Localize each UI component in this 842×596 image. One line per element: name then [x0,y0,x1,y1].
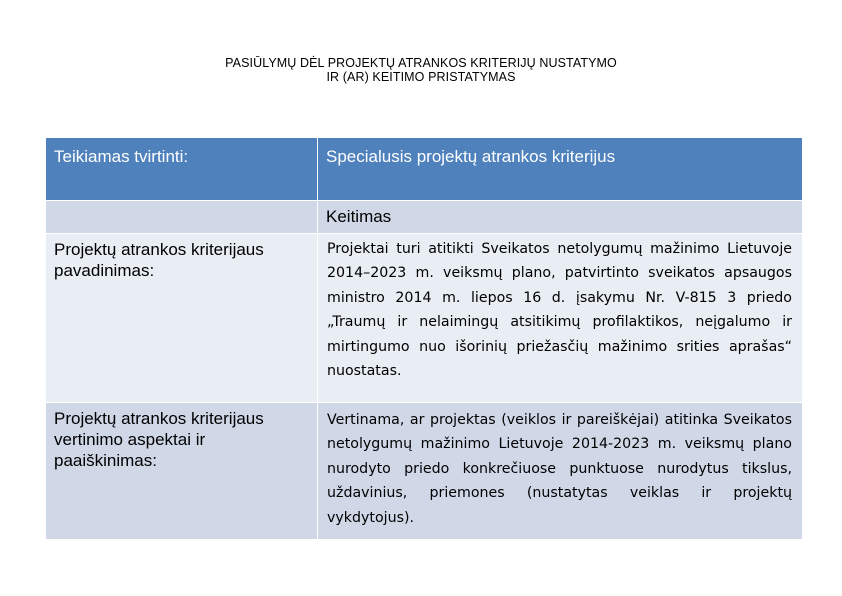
header-right-text: Specialusis projektų atrankos kriterijus [326,147,616,166]
criterion-aspects-label: Projektų atrankos kriterijaus vertinimo aspektai ir paaiškinimas: [54,409,264,470]
header-left-text: Teikiamas tvirtinti: [54,147,189,166]
document-title [0,56,842,84]
table-row [46,234,803,403]
header-cell-left [46,138,318,201]
subheader-cell-right [318,201,803,234]
subheader-left-text [46,201,317,207]
row-label-cell [46,234,318,403]
table-subheader-row [46,201,803,234]
table-row [46,403,803,540]
criterion-aspects-value: Vertinama, ar projektas (veiklos ir pareiškėjai) atitinka Sveikatos netolygumų mažinimo Lietuvoje 2014-2023 m. veiksmų plano nurodyto priedo konkrečiuose punktuose nurodytus tikslus, uždavinius, priemones (nustatytas veiklas ir projektų vykdytojus). [327,412,792,526]
title-line-1: PASIŪLYMŲ DĖL PROJEKTŲ ATRANKOS KRITERIJŲ NUSTATYMO [225,56,617,70]
row-value-cell [318,234,803,403]
criterion-name-value: Projektai turi atitikti Sveikatos netolygumų mažinimo Lietuvoje 2014–2023 m. veiksmų plano, patvirtinto sveikatos apsaugos ministro 2014 m. liepos 16 d. įsakymu Nr. V-815 3 priedo „Traumų ir nelaimingų atsitikimų profilaktikos, neįgalumo ir mirtingumo nuo išorinių priežasčių mažinimo srities aprašas“ nuostatas. [327,241,792,380]
subheader-cell-left [46,201,318,234]
criterion-name-label: Projektų atrankos kriterijaus pavadinimas: [54,240,264,280]
title-line-2: IR (AR) KEITIMO PRISTATYMAS [326,70,516,84]
subheader-right-text: Keitimas [326,207,392,226]
table-header-row [46,138,803,201]
row-label-cell [46,403,318,540]
criteria-table [45,137,803,540]
header-cell-right [318,138,803,201]
row-value-cell [318,403,803,540]
